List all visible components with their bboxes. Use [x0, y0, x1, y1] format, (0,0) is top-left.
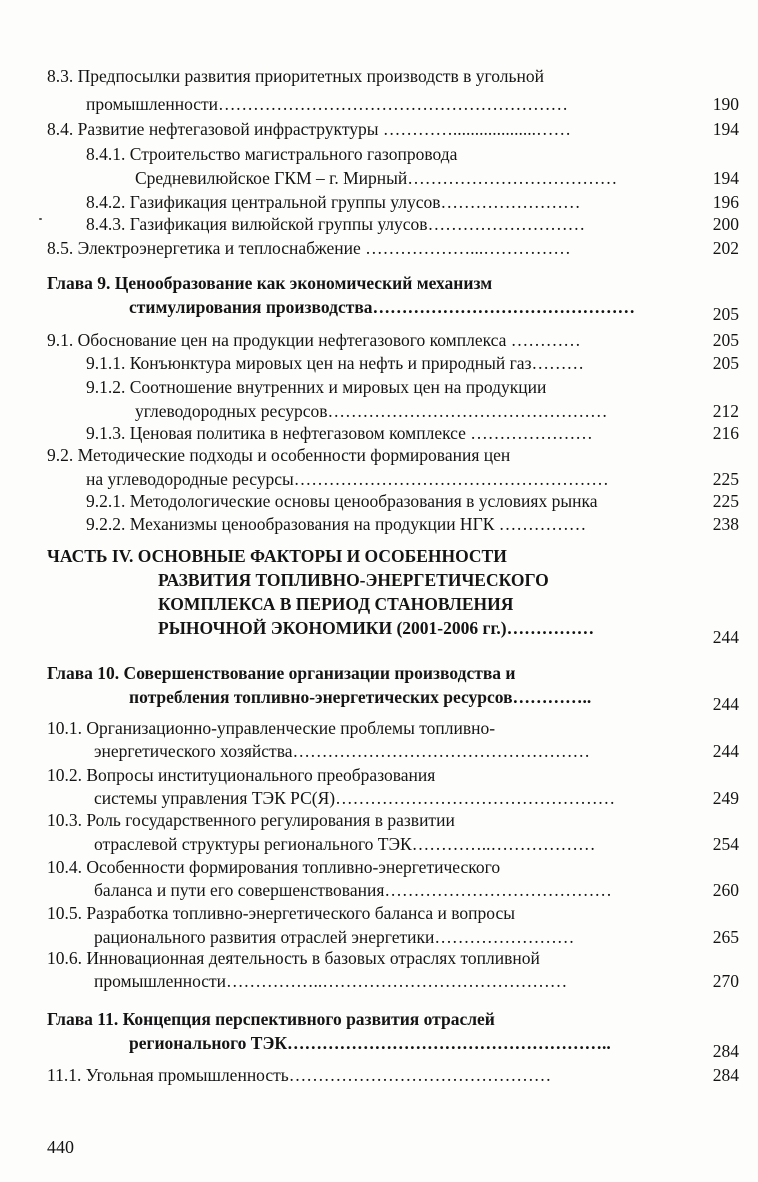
toc-entry-10-3-cont: отраслевой структуры регионального ТЭК…………..………………	[94, 834, 596, 854]
toc-page-10-2: 249	[712, 788, 739, 808]
print-speck	[39, 218, 42, 220]
toc-entry-10-4-cont: баланса и пути его совершенствования…………………………………	[94, 880, 612, 900]
toc-entry-10-6-cont: промышленности……………..……………………………………	[94, 971, 568, 991]
toc-page-9-1-3: 216	[712, 423, 739, 443]
toc-entry-8-4-1-cont: Средневилюйское ГКМ – г. Мирный………………………………	[135, 168, 618, 188]
toc-page-9-2-2: 238	[712, 514, 739, 534]
toc-entry-9-2-1: 9.2.1. Методологические основы ценообразования в условиях рынка	[86, 491, 598, 511]
toc-part-4-line-4: РЫНОЧНОЙ ЭКОНОМИКИ (2001-2006 гг.)……………	[158, 618, 595, 638]
toc-page-9-2: 225	[712, 469, 739, 489]
toc-page-8-4-1: 194	[712, 168, 739, 188]
toc-page-10-5: 265	[712, 927, 739, 947]
toc-chapter-9-cont: стимулирования производства………………………………………	[129, 297, 636, 317]
toc-page-8-3: 190	[712, 94, 739, 114]
toc-chapter-11: Глава 11. Концепция перспективного развития отраслей	[47, 1009, 495, 1029]
toc-page-part-4: 244	[712, 627, 739, 647]
toc-entry-8-3-cont: промышленности……………………………………………………	[86, 94, 569, 114]
toc-entry-10-3: 10.3. Роль государственного регулирования в развитии	[47, 810, 455, 830]
toc-entry-8-4: 8.4. Развитие нефтегазовой инфраструктуры …………...................……	[47, 119, 571, 139]
toc-page-9-1: 205	[712, 330, 739, 350]
toc-entry-9-1: 9.1. Обоснование цен на продукции нефтегазового комплекса …………	[47, 330, 581, 350]
toc-entry-10-2-cont: системы управления ТЭК РС(Я)…………………………………………	[94, 788, 616, 808]
toc-page-8-5: 202	[712, 238, 739, 258]
toc-page-8-4-2: 196	[712, 192, 739, 212]
toc-entry-9-1-1: 9.1.1. Конъюнктура мировых цен на нефть и природный газ………	[86, 353, 584, 373]
toc-page-chapter-10: 244	[712, 694, 739, 714]
toc-page-10-6: 270	[712, 971, 739, 991]
toc-page-8-4-3: 200	[712, 214, 739, 234]
toc-entry-10-6: 10.6. Инновационная деятельность в базовых отраслях топливной	[47, 948, 540, 968]
toc-chapter-10: Глава 10. Совершенствование организации производства и	[47, 663, 516, 683]
toc-entry-9-1-2: 9.1.2. Соотношение внутренних и мировых цен на продукции	[86, 377, 547, 397]
toc-part-4: ЧАСТЬ IV. ОСНОВНЫЕ ФАКТОРЫ И ОСОБЕННОСТИ	[47, 546, 507, 566]
toc-page-10-1: 244	[712, 741, 739, 761]
toc-entry-8-4-3: 8.4.3. Газификация вилюйской группы улусов………………………	[86, 214, 586, 234]
toc-page-chapter-9: 205	[712, 304, 739, 324]
toc-entry-8-4-1: 8.4.1. Строительство магистрального газопровода	[86, 144, 458, 164]
toc-page-9-2-1: 225	[712, 491, 739, 511]
toc-chapter-10-cont: потребления топливно-энергетических ресурсов…………..	[129, 687, 592, 707]
toc-part-4-line-2: РАЗВИТИЯ ТОПЛИВНО-ЭНЕРГЕТИЧЕСКОГО	[158, 570, 549, 590]
toc-part-4-line-3: КОМПЛЕКСА В ПЕРИОД СТАНОВЛЕНИЯ	[158, 594, 514, 614]
toc-entry-8-3: 8.3. Предпосылки развития приоритетных производств в угольной	[47, 66, 544, 86]
toc-entry-10-1-cont: энергетического хозяйства……………………………………………	[94, 741, 590, 761]
toc-page-chapter-11: 284	[712, 1041, 739, 1061]
toc-entry-9-2-2: 9.2.2. Механизмы ценообразования на продукции НГК ……………	[86, 514, 587, 534]
toc-entry-10-5-cont: рационального развития отраслей энергетики……………………	[94, 927, 575, 947]
toc-page-10-4: 260	[712, 880, 739, 900]
toc-chapter-9: Глава 9. Ценообразование как экономический механизм	[47, 273, 493, 293]
toc-entry-9-1-2-cont: углеводородных ресурсов…………………………………………	[135, 401, 608, 421]
toc-entry-8-4-2: 8.4.2. Газификация центральной группы улусов……………………	[86, 192, 581, 212]
toc-entry-8-5: 8.5. Электроэнергетика и теплоснабжение ………………...……………	[47, 238, 571, 258]
toc-page-9-1-1: 205	[712, 353, 739, 373]
toc-page-10-3: 254	[712, 834, 739, 854]
toc-entry-9-2-cont: на углеводородные ресурсы………………………………………………	[86, 469, 609, 489]
toc-page-11-1: 284	[712, 1065, 739, 1085]
toc-entry-10-5: 10.5. Разработка топливно-энергетического баланса и вопросы	[47, 903, 515, 923]
toc-page-8-4: 194	[712, 119, 739, 139]
toc-entry-9-2: 9.2. Методические подходы и особенности формирования цен	[47, 445, 511, 465]
page-number: 440	[47, 1137, 74, 1157]
toc-chapter-11-cont: регионального ТЭК………………………………………………..	[129, 1033, 611, 1053]
toc-entry-10-2: 10.2. Вопросы институционального преобразования	[47, 765, 436, 785]
toc-entry-10-4: 10.4. Особенности формирования топливно-энергетического	[47, 857, 501, 877]
toc-entry-9-1-3: 9.1.3. Ценовая политика в нефтегазовом комплексе …………………	[86, 423, 593, 443]
toc-entry-11-1: 11.1. Угольная промышленность………………………………………	[47, 1065, 552, 1085]
toc-page-9-1-2: 212	[712, 401, 739, 421]
toc-entry-10-1: 10.1. Организационно-управленческие проблемы топливно-	[47, 718, 496, 738]
